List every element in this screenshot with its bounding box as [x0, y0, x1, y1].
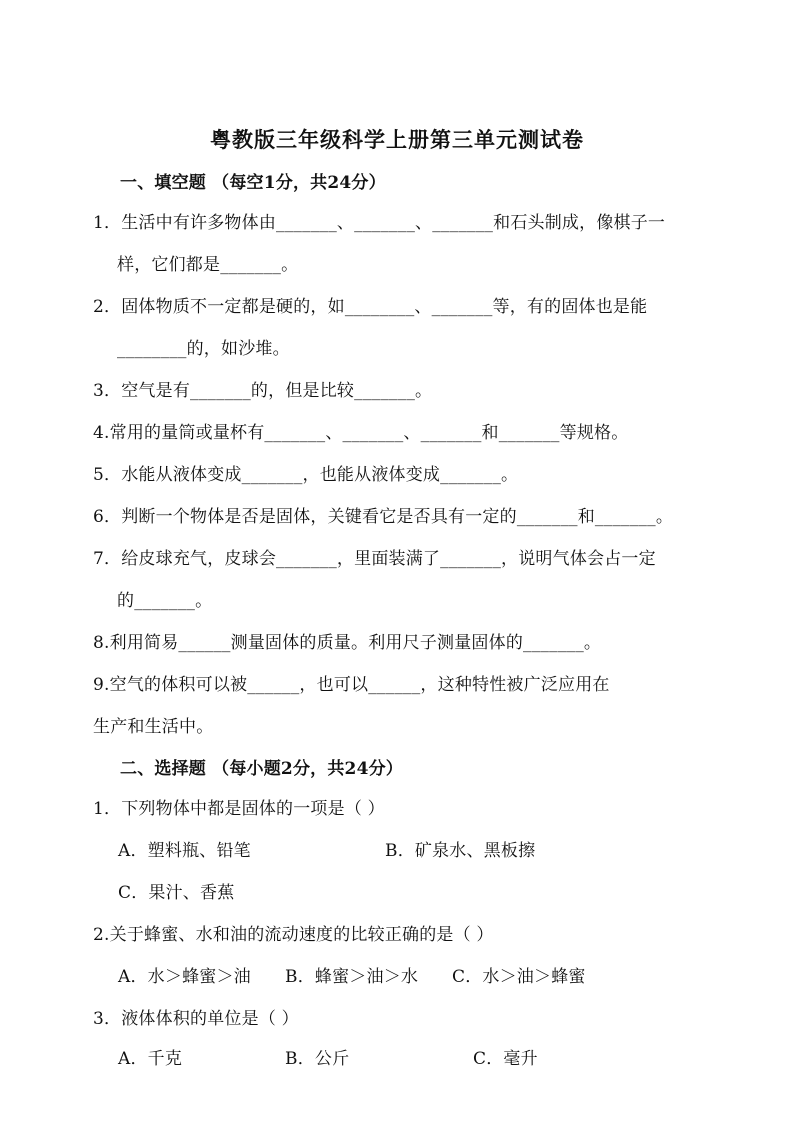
- fill-q5: 5．水能从液体变成_______，也能从液体变成_______。: [93, 465, 519, 485]
- fill-q4: 4.常用的量筒或量杯有_______、_______、_______和_______等规格。: [93, 423, 629, 443]
- choice-q2-stem: 2.关于蜂蜜、水和油的流动速度的比较正确的是（ ）: [93, 925, 494, 945]
- fill-q8: 8.利用简易______测量固体的质量。利用尺子测量固体的_______。: [93, 633, 602, 653]
- fill-q2-line1: 2．固体物质不一定都是硬的，如________、_______等，有的固体也是能: [93, 297, 648, 317]
- choice-q1-option-b: B．矿泉水、黑板擦: [385, 841, 536, 861]
- exam-title: 粤教版三年级科学上册第三单元测试卷: [210, 127, 584, 152]
- fill-q9-line2: 生产和生活中。: [93, 717, 214, 737]
- fill-q6: 6．判断一个物体是否是固体，关键看它是否具有一定的_______和_______。: [93, 507, 674, 527]
- choice-q2-option-b: B．蜂蜜＞油＞水: [285, 967, 419, 987]
- choice-q1-option-c: C．果汁、香蕉: [118, 883, 235, 903]
- choice-q3-option-b: B．公斤: [285, 1049, 350, 1069]
- choice-q1-stem: 1．下列物体中都是固体的一项是（ ）: [93, 799, 385, 819]
- fill-q7-line1: 7．给皮球充气，皮球会_______，里面装满了_______，说明气体会占一定: [93, 549, 656, 569]
- choice-q2-option-a: A．水＞蜂蜜＞油: [118, 967, 251, 987]
- section2-heading: 二、选择题 （每小题2分，共24分）: [120, 759, 404, 779]
- fill-q3: 3．空气是有_______的，但是比较_______。: [93, 381, 433, 401]
- choice-q3-stem: 3．液体体积的单位是（ ）: [93, 1009, 299, 1029]
- fill-q1-line2: 样，它们都是_______。: [117, 255, 299, 275]
- fill-q9-line1: 9.空气的体积可以被______，也可以______，这种特性被广泛应用在: [93, 675, 610, 695]
- fill-q1-line1: 1．生活中有许多物体由_______、_______、_______和石头制成，像棋子一: [93, 213, 666, 233]
- choice-q1-option-a: A．塑料瓶、铅笔: [118, 841, 251, 861]
- fill-q7-line2: 的_______。: [117, 591, 213, 611]
- fill-q2-line2: ________的，如沙堆。: [117, 339, 290, 359]
- section1-heading: 一、填空题 （每空1分，共24分）: [120, 173, 386, 193]
- choice-q2-option-c: C．水＞油＞蜂蜜: [452, 967, 586, 987]
- choice-q3-option-a: A．千克: [118, 1049, 183, 1069]
- choice-q3-option-c: C．毫升: [473, 1049, 538, 1069]
